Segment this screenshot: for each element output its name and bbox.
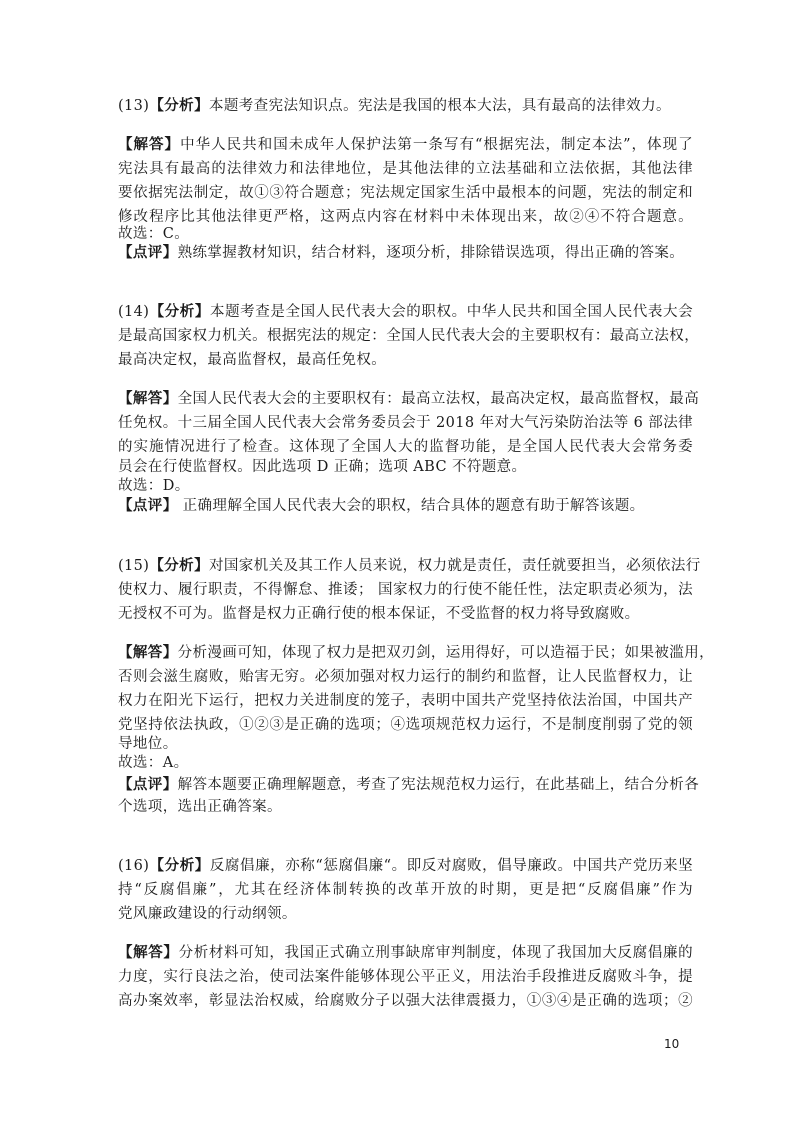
answer-tag: 【解答】	[118, 390, 178, 407]
q15-answer-line: 【解答】分析漫画可知，体现了权力是把双刃剑，运用得好，可以造福于民；如果被滥用，	[118, 644, 715, 661]
q15-answer-line: 权力在阳光下运行，把权力关进制度的笼子，表明中国共产党坚持依法治国，中国共产	[118, 693, 693, 709]
analysis-tag: 【分析】	[149, 557, 209, 574]
q14-analysis-line: 最高决定权，最高监督权，最高任免权。	[118, 352, 387, 368]
q15-analysis-line: 无授权不可为。监督是权力正确行使的根本保证，不受监督的权力将导致腐败。	[118, 606, 640, 622]
analysis-tag: 【分析】	[149, 303, 210, 320]
q13-comment: 【点评】熟练掌握教材知识，结合材料，逐项分析，排除错误选项，得出正确的答案。	[118, 244, 685, 261]
q14-answer-line: 的实施情况进行了检查。这体现了全国人大的监督功能，是全国人民代表大会常务委	[118, 439, 693, 455]
q14-answer-line: 员会在行使监督权。因此选项 D 正确；选项 ABC 不符题意。	[118, 459, 527, 475]
q14-choice: 故选：D。	[118, 478, 190, 494]
q13-answer-line: 宪法具有最高的法律效力和法律地位，是其他法律的立法基础和立法依据，其他法律	[118, 161, 693, 177]
answer-tag: 【解答】	[118, 944, 179, 961]
analysis-tag: 【分析】	[149, 97, 209, 114]
q15-comment: 【点评】解答本题要正确理解题意，考查了宪法规范权力运行，在此基础上，结合分析各	[118, 776, 700, 793]
q13-answer-line: 【解答】中华人民共和国未成年人保护法第一条写有“根据宪法，制定本法”，体现了	[118, 136, 693, 153]
q13-choice: 故选：C。	[118, 226, 190, 242]
q15-answer-line: 否则会滋生腐败，贻害无穷。必须加强对权力运行的制约和监督，让人民监督权力，让	[118, 669, 693, 685]
question-number: (16)	[118, 858, 150, 874]
q15-choice: 故选：A。	[118, 755, 189, 771]
question-number: (13)	[118, 98, 150, 114]
answer-tag: 【解答】	[118, 644, 178, 661]
analysis-tag: 【分析】	[149, 857, 210, 874]
comment-tag: 【点评】	[118, 497, 178, 514]
answer-tag: 【解答】	[118, 136, 181, 153]
q14-analysis: (14)【分析】本题考查是全国人民代表大会的职权。中华人民共和国全国人民代表大会	[118, 303, 693, 320]
question-number: (15)	[118, 558, 150, 574]
q14-comment: 【点评】 正确理解全国人民代表大会的职权，结合具体的题意有助于解答该题。	[118, 497, 645, 514]
q15-answer-line: 导地位。	[118, 736, 178, 752]
q16-answer-line: 【解答】分析材料可知，我国正式确立刑事缺席审判制度，体现了我国加大反腐倡廉的	[118, 944, 693, 961]
q13-answer-line: 修改程序比其他法律更严格，这两点内容在材料中未体现出来，故②④不符合题意。	[118, 209, 693, 225]
comment-tag: 【点评】	[118, 776, 178, 793]
q15-comment-line: 个选项，选出正确答案。	[118, 799, 282, 815]
q14-answer-line: 【解答】全国人民代表大会的主要职权有：最高立法权，最高决定权，最高监督权，最高	[118, 390, 700, 407]
q13-analysis: (13)【分析】本题考查宪法知识点。宪法是我国的根本大法，具有最高的法律效力。	[118, 97, 671, 114]
question-number: (14)	[118, 304, 150, 320]
q16-analysis-line: 党风廉政建设的行动纲领。	[118, 906, 297, 922]
comment-tag: 【点评】	[118, 244, 178, 261]
q16-analysis: (16)【分析】反腐倡廉，亦称“惩腐倡廉“。即反对腐败，倡导廉政。中国共产党历来坚	[118, 857, 693, 874]
q16-answer-line: 高办案效率，彰显法治权威，给腐败分子以强大法律震摄力，①③④是正确的选项；②	[118, 993, 693, 1009]
page-number: 10	[664, 1037, 680, 1051]
q14-answer-line: 任免权。十三届全国人民代表大会常务委员会于 2018 年对大气污染防治法等 6 部法律	[118, 415, 693, 431]
q14-analysis-line: 是最高国家权力机关。根据宪法的规定：全国人民代表大会的主要职权有：最高立法权，	[118, 328, 700, 344]
q15-analysis: (15)【分析】对国家机关及其工作人员来说，权力就是责任，责任就要担当，必须依法行	[118, 557, 701, 574]
q13-answer-line: 要依据宪法制定，故①③符合题意；宪法规定国家生活中最根本的问题，宪法的制定和	[118, 185, 693, 201]
q16-answer-line: 力度，实行良法之治，使司法案件能够体现公平正义，用法治手段推进反腐败斗争，提	[118, 969, 693, 985]
q15-analysis-line: 使权力、履行职责，不得懈怠、推诿； 国家权力的行使不能任性，法定职责必须为，法	[118, 582, 693, 598]
q15-answer-line: 党坚持依法执政，①②③是正确的选项；④选项规范权力运行，不是制度削弱了党的领	[118, 717, 693, 733]
q16-analysis-line: 持“反腐倡廉”，尤其在经济体制转换的改革开放的时期，更是把“反腐倡廉”作为	[118, 882, 693, 898]
